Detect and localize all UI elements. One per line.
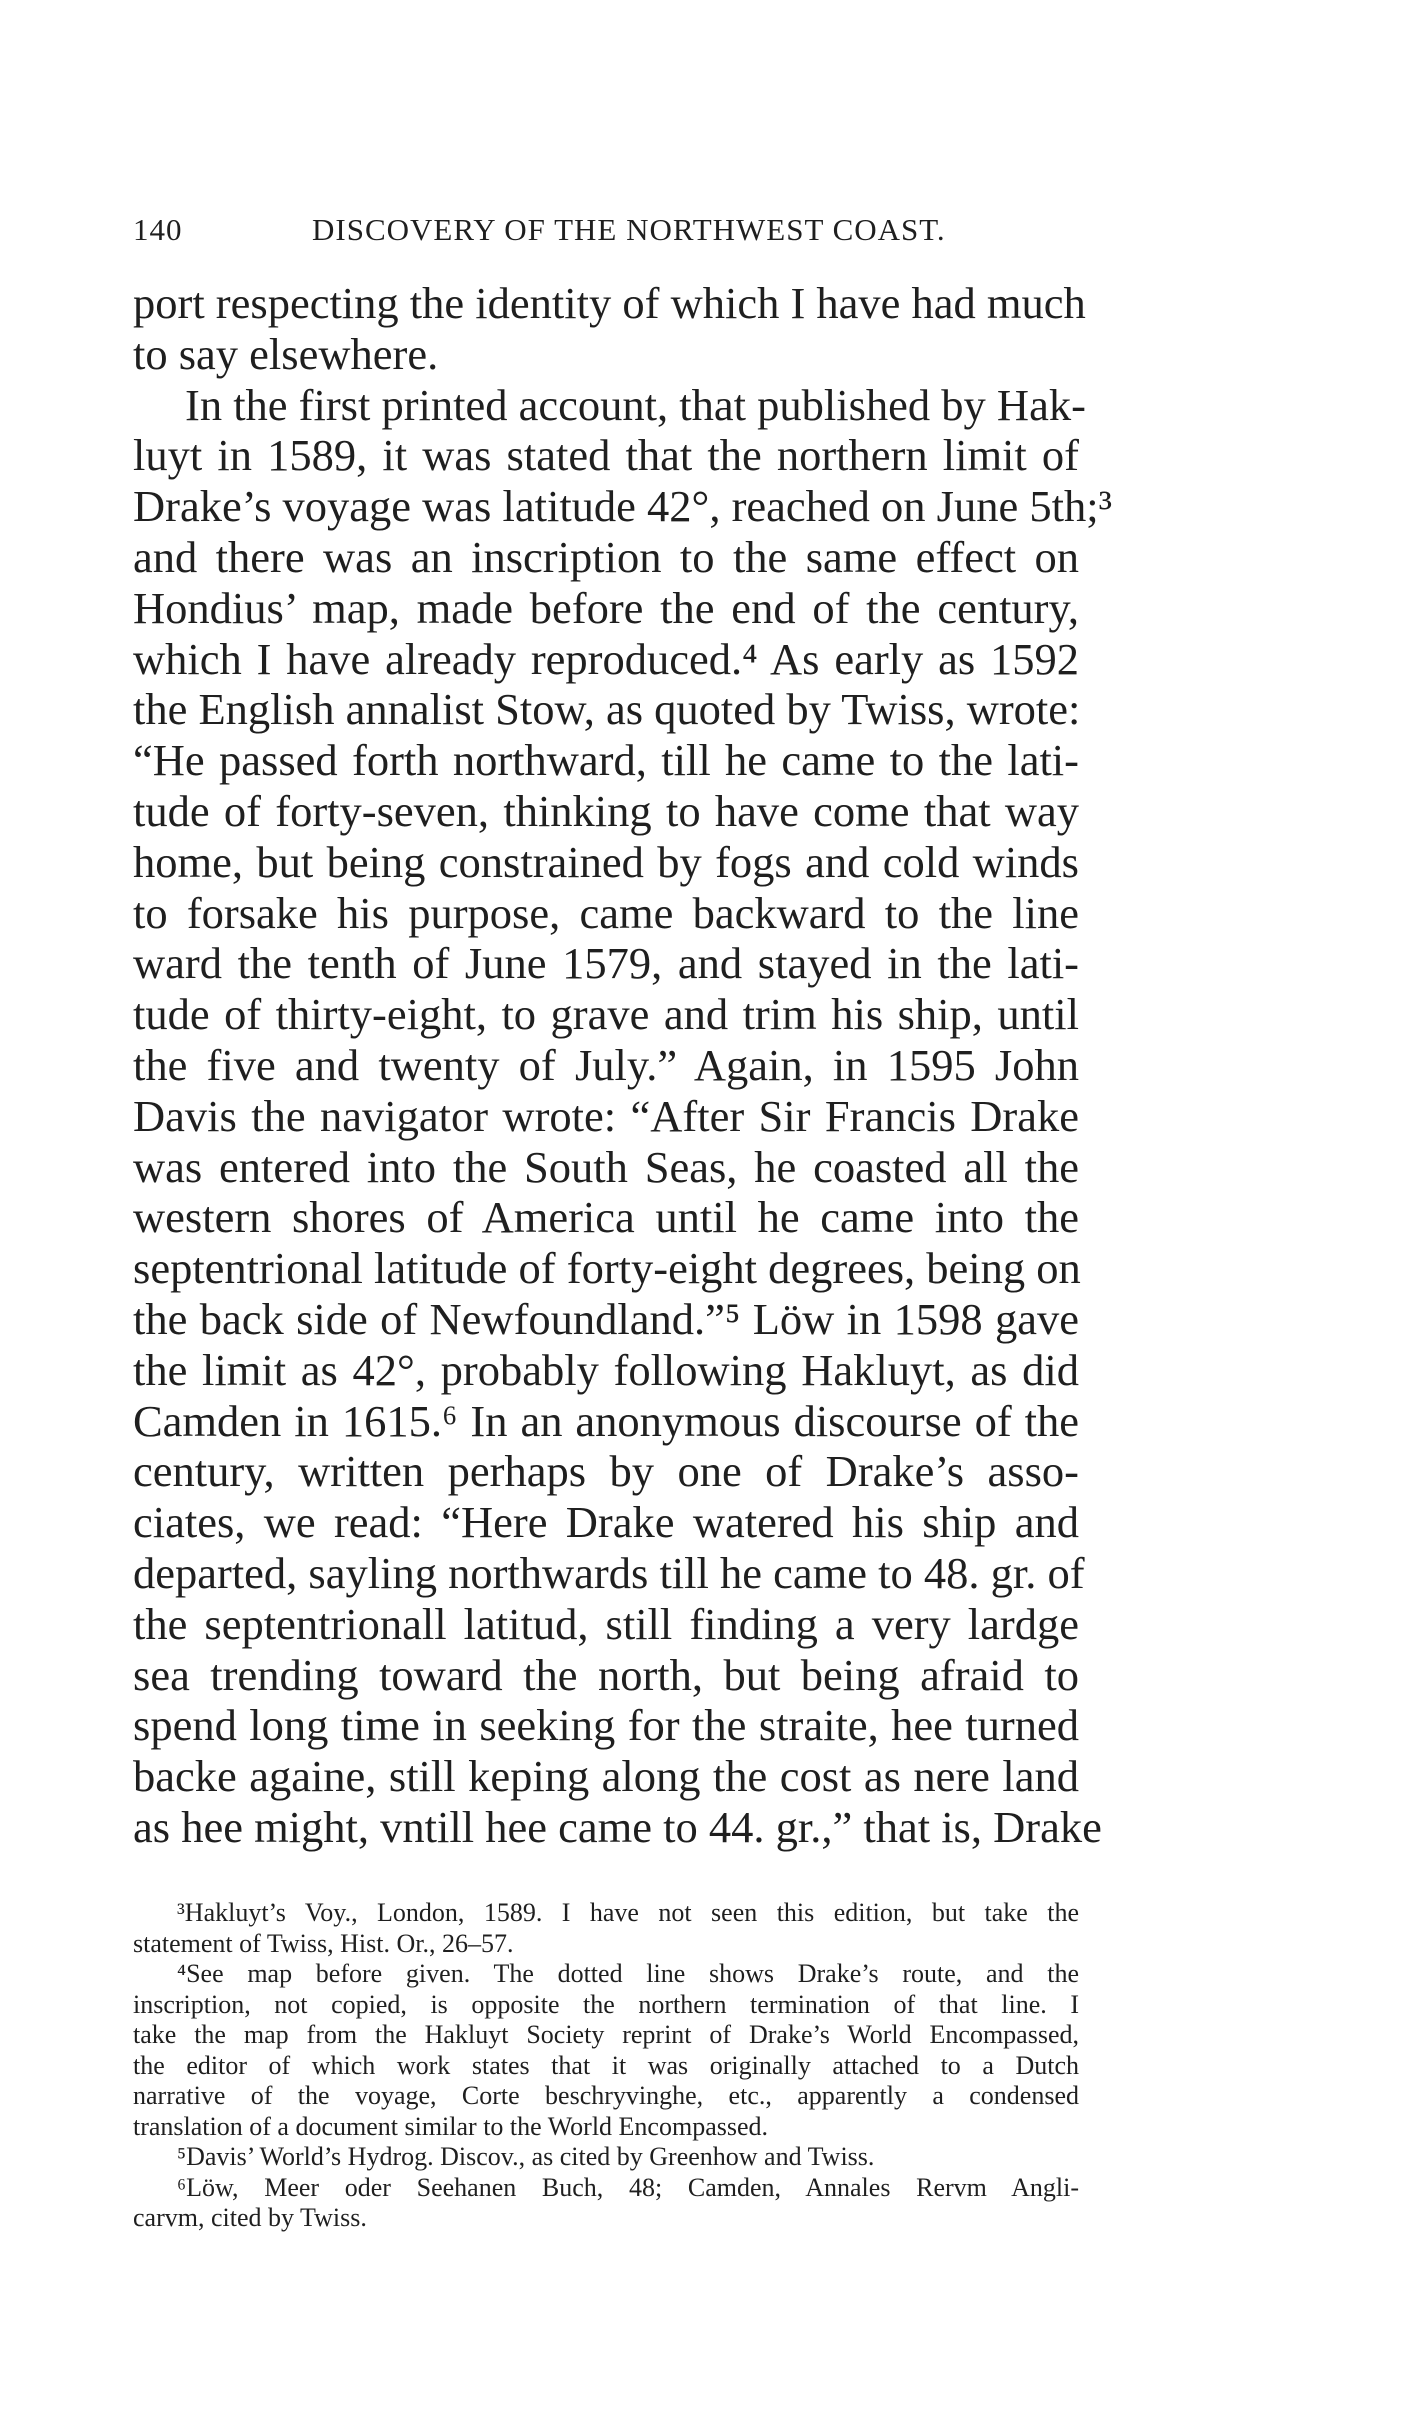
footnotes — [133, 1898, 1079, 2234]
text-line: to say elsewhere. — [133, 328, 439, 379]
text-line: which I have already reproduced.⁴ As early as 1592 — [133, 633, 1079, 684]
text-line: ciates, we read: “Here Drake watered his ship and — [133, 1497, 1079, 1548]
text-line: Camden in 1615.⁶ In an anonymous discourse of the — [133, 1395, 1079, 1446]
footnote-line: statement of Twiss, Hist. Or., 26–57. — [133, 1928, 514, 1958]
text-line: In the first printed account, that published by Hak- — [185, 379, 1086, 430]
text-line: the septentrionall latitud, still finding a very lardge — [133, 1598, 1079, 1649]
text-line: ward the tenth of June 1579, and stayed in the lati- — [133, 938, 1079, 989]
running-title: DISCOVERY OF THE NORTHWEST COAST. — [312, 212, 946, 247]
running-head — [133, 212, 1079, 252]
text-line: Hondius’ map, made before the end of the century, — [133, 582, 1079, 633]
footnote-line: translation of a document similar to the World Encompassed. — [133, 2111, 769, 2141]
text-line: Davis the navigator wrote: “After Sir Francis Drake — [133, 1090, 1079, 1141]
text-line: spend long time in seeking for the straite, hee turned — [133, 1700, 1079, 1751]
footnote-line: inscription, not copied, is opposite the northern termination of that line. I — [133, 1989, 1079, 2019]
body-text — [133, 278, 1112, 1853]
text-line: as hee might, vntill hee came to 44. gr.,” that is, Drake — [133, 1801, 1102, 1852]
text-line: western shores of America until he came into the — [133, 1192, 1079, 1243]
text-line: luyt in 1589, it was stated that the northern limit of — [133, 430, 1079, 481]
text-line: tude of thirty-eight, to grave and trim his ship, until — [133, 989, 1079, 1040]
footnote-line: narrative of the voyage, Corte beschryvinghe, etc., apparently a condensed — [133, 2081, 1079, 2110]
text-line: the back side of Newfoundland.”⁵ Löw in 1598 gave — [133, 1293, 1079, 1344]
text-line: septentrional latitude of forty-eight degrees, being on — [133, 1243, 1081, 1294]
text-line: and there was an inscription to the same effect on — [133, 531, 1079, 582]
footnote-line: ⁵Davis’ World’s Hydrog. Discov., as cited by Greenhow and Twiss. — [177, 2142, 875, 2171]
text-line: was entered into the South Seas, he coasted all the — [133, 1141, 1079, 1192]
footnote-line: the editor of which work states that it was originally attached to a Dutch — [133, 2050, 1079, 2080]
text-line: “He passed forth northward, till he came to the lati- — [133, 735, 1079, 786]
footnote-line: take the map from the Hakluyt Society reprint of Drake’s World Encompassed, — [133, 2020, 1079, 2049]
footnote-line: ⁶Löw, Meer oder Seehanen Buch, 48; Camden, Annales Rervm Angli- — [177, 2172, 1079, 2202]
text-line: tude of forty-seven, thinking to have come that way — [133, 785, 1079, 836]
text-line: backe againe, still keping along the cost as nere land — [133, 1751, 1079, 1802]
text-line: Drake’s voyage was latitude 42°, reached on June 5th;³ — [133, 481, 1112, 532]
text-line: departed, sayling northwards till he came to 48. gr. of — [133, 1547, 1085, 1598]
text-line: port respecting the identity of which I have had much — [133, 278, 1086, 328]
text-line: the English annalist Stow, as quoted by Twiss, wrote: — [133, 684, 1081, 735]
text-line: to forsake his purpose, came backward to the line — [133, 887, 1079, 938]
text-line: sea trending toward the north, but being afraid to — [133, 1649, 1079, 1700]
page-number: 140 — [133, 212, 183, 247]
footnote-line: ⁴See map before given. The dotted line shows Drake’s route, and the — [177, 1959, 1079, 1988]
text-line: century, written perhaps by one of Drake’s asso- — [133, 1446, 1079, 1497]
text-line: the limit as 42°, probably following Hakluyt, as did — [133, 1344, 1079, 1395]
footnote-line: ³Hakluyt’s Voy., London, 1589. I have not seen this edition, but take the — [177, 1898, 1079, 1927]
text-line: the five and twenty of July.” Again, in 1595 John — [133, 1039, 1079, 1090]
footnote-line: carvm, cited by Twiss. — [133, 2203, 367, 2232]
text-line: home, but being constrained by fogs and cold winds — [133, 836, 1079, 887]
